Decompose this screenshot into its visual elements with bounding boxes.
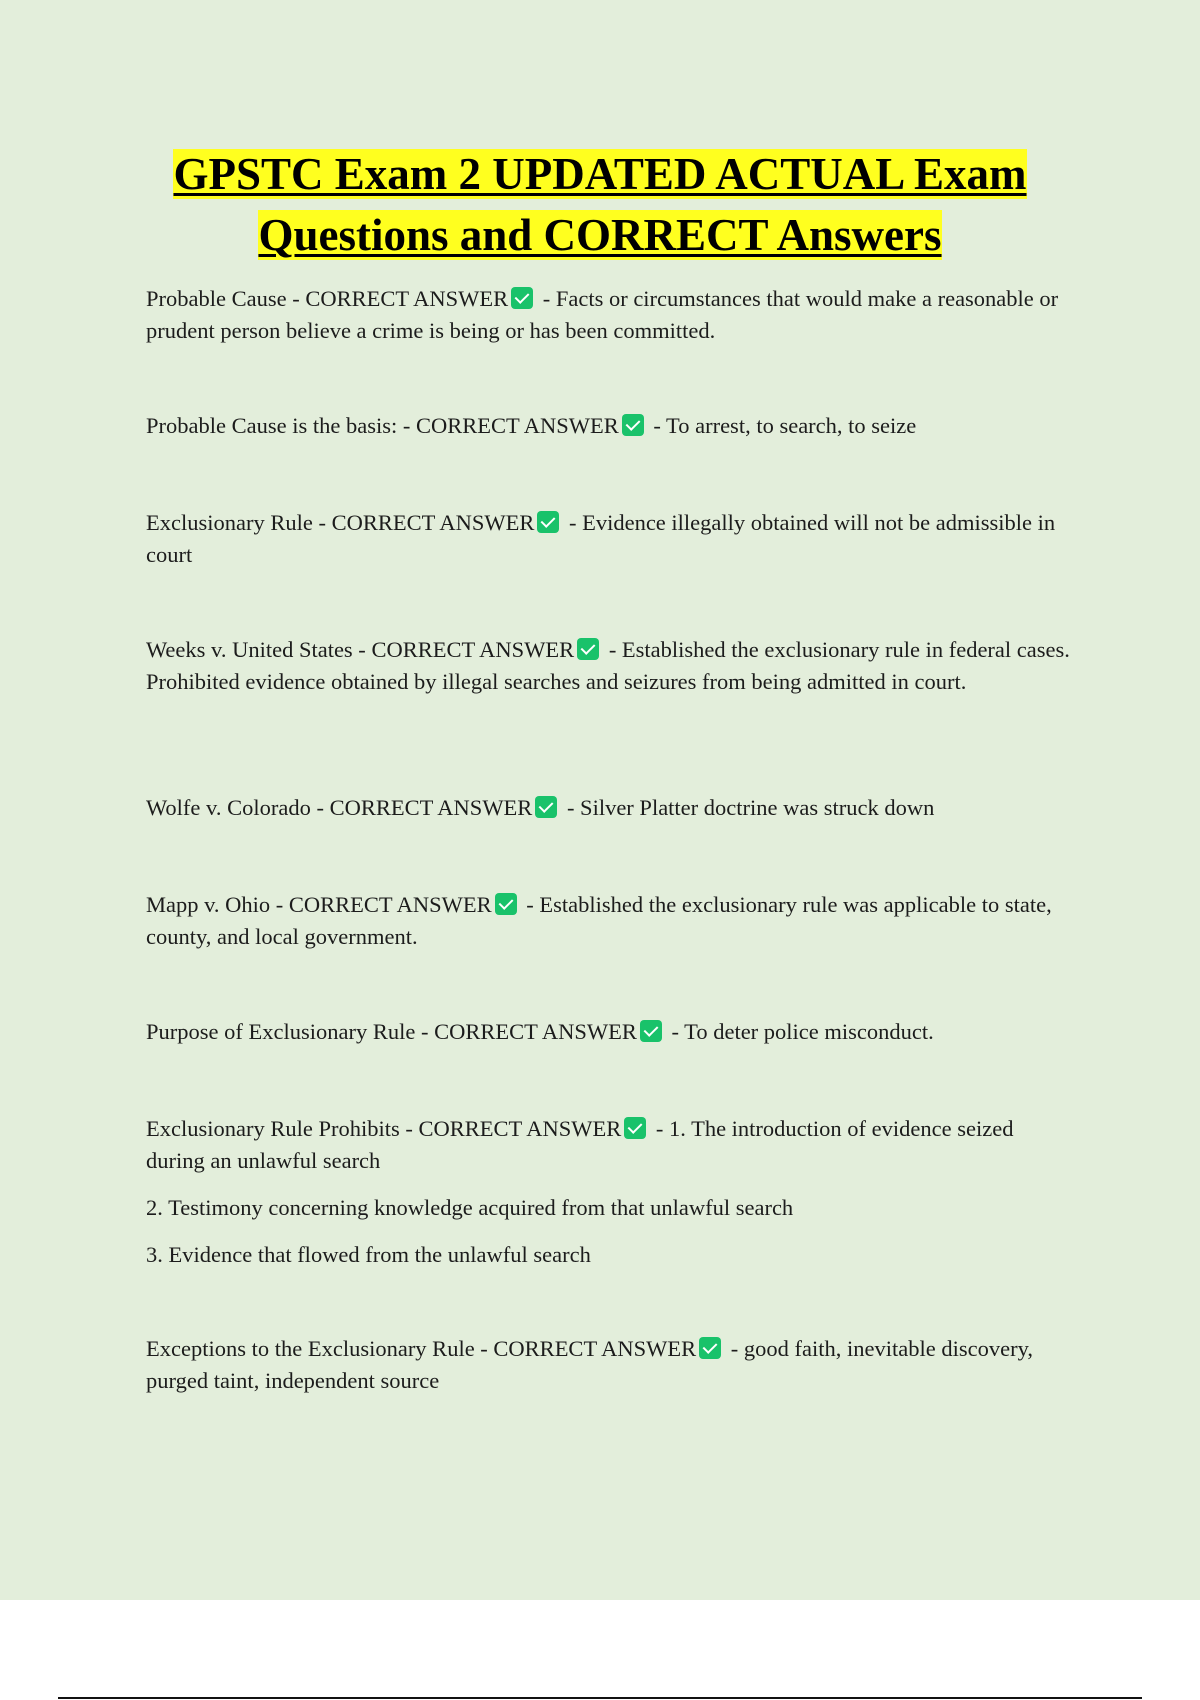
qa-entry <box>146 410 1076 442</box>
entry-answer: - Silver Platter doctrine was struck down <box>561 795 935 820</box>
entry-term: Wolfe v. Colorado - <box>146 795 330 820</box>
entry-answer: - 1. The introduction of evidence seized during an unlawful search <box>146 1116 1014 1173</box>
entry-answer: - Established the exclusionary rule was applicable to state, county, and local government. <box>146 892 1052 949</box>
correct-answer-label: CORRECT ANSWER <box>331 510 535 535</box>
entry-term: Mapp v. Ohio - <box>146 892 289 917</box>
qa-entry <box>146 889 1076 953</box>
correct-answer-label: CORRECT ANSWER <box>305 286 509 311</box>
check-mark-icon <box>622 414 644 436</box>
entry-term: Probable Cause is the basis: - <box>146 413 416 438</box>
correct-answer-label: CORRECT ANSWER <box>493 1336 697 1361</box>
check-mark-icon <box>577 638 599 660</box>
entry-answer: - Facts or circumstances that would make a reasonable or prudent person believe a crime is being or has been committed. <box>146 286 1059 343</box>
correct-answer-label: CORRECT ANSWER <box>418 1116 622 1141</box>
entry-term: Weeks v. United States - <box>146 637 372 662</box>
entry-term: Exclusionary Rule - <box>146 510 332 535</box>
qa-entry <box>146 283 1076 347</box>
correct-answer-label: CORRECT ANSWER <box>288 892 492 917</box>
entry-answer: - To arrest, to search, to seize <box>647 413 917 438</box>
title-line-1: GPSTC Exam 2 UPDATED ACTUAL Exam <box>173 149 1027 199</box>
footer-divider <box>58 1697 1142 1699</box>
correct-answer-label: CORRECT ANSWER <box>415 413 619 438</box>
correct-answer-label: CORRECT ANSWER <box>371 637 575 662</box>
qa-entry <box>146 507 1076 571</box>
qa-entry <box>146 1333 1076 1397</box>
qa-entry <box>146 792 1076 824</box>
correct-answer-label: CORRECT ANSWER <box>434 1019 637 1044</box>
document-title <box>0 144 1200 266</box>
entry-term: Exclusionary Rule Prohibits - <box>146 1116 419 1141</box>
title-line-2: Questions and CORRECT Answers <box>258 210 942 260</box>
check-mark-icon <box>535 796 557 818</box>
qa-entry <box>146 1113 1076 1177</box>
prohibits-item-2: 2. Testimony concerning knowledge acquired from that unlawful search <box>146 1195 794 1220</box>
correct-answer-label: CORRECT ANSWER <box>329 795 533 820</box>
entry-answer: - Evidence illegally obtained will not be admissible in court <box>146 510 1056 567</box>
qa-entry <box>146 1016 1076 1048</box>
entry-answer: - To deter police misconduct. <box>665 1019 934 1044</box>
entry-answer: - good faith, inevitable discovery, purged taint, independent source <box>146 1336 1033 1393</box>
check-mark-icon <box>624 1117 646 1139</box>
check-mark-icon <box>537 511 559 533</box>
entry-term: Exceptions to the Exclusionary Rule - <box>146 1336 494 1361</box>
check-mark-icon <box>699 1337 721 1359</box>
check-mark-icon <box>495 893 517 915</box>
qa-entry <box>146 634 1076 698</box>
prohibits-item-3: 3. Evidence that flowed from the unlawful search <box>146 1242 591 1267</box>
entry-term: Probable Cause - <box>146 286 306 311</box>
check-mark-icon <box>640 1020 662 1042</box>
entry-term: Purpose of Exclusionary Rule - <box>146 1019 435 1044</box>
entry-answer: - Established the exclusionary rule in federal cases. Prohibited evidence obtained by illegal searches and seizures from being admitted in court. <box>146 637 1070 694</box>
check-mark-icon <box>511 287 533 309</box>
